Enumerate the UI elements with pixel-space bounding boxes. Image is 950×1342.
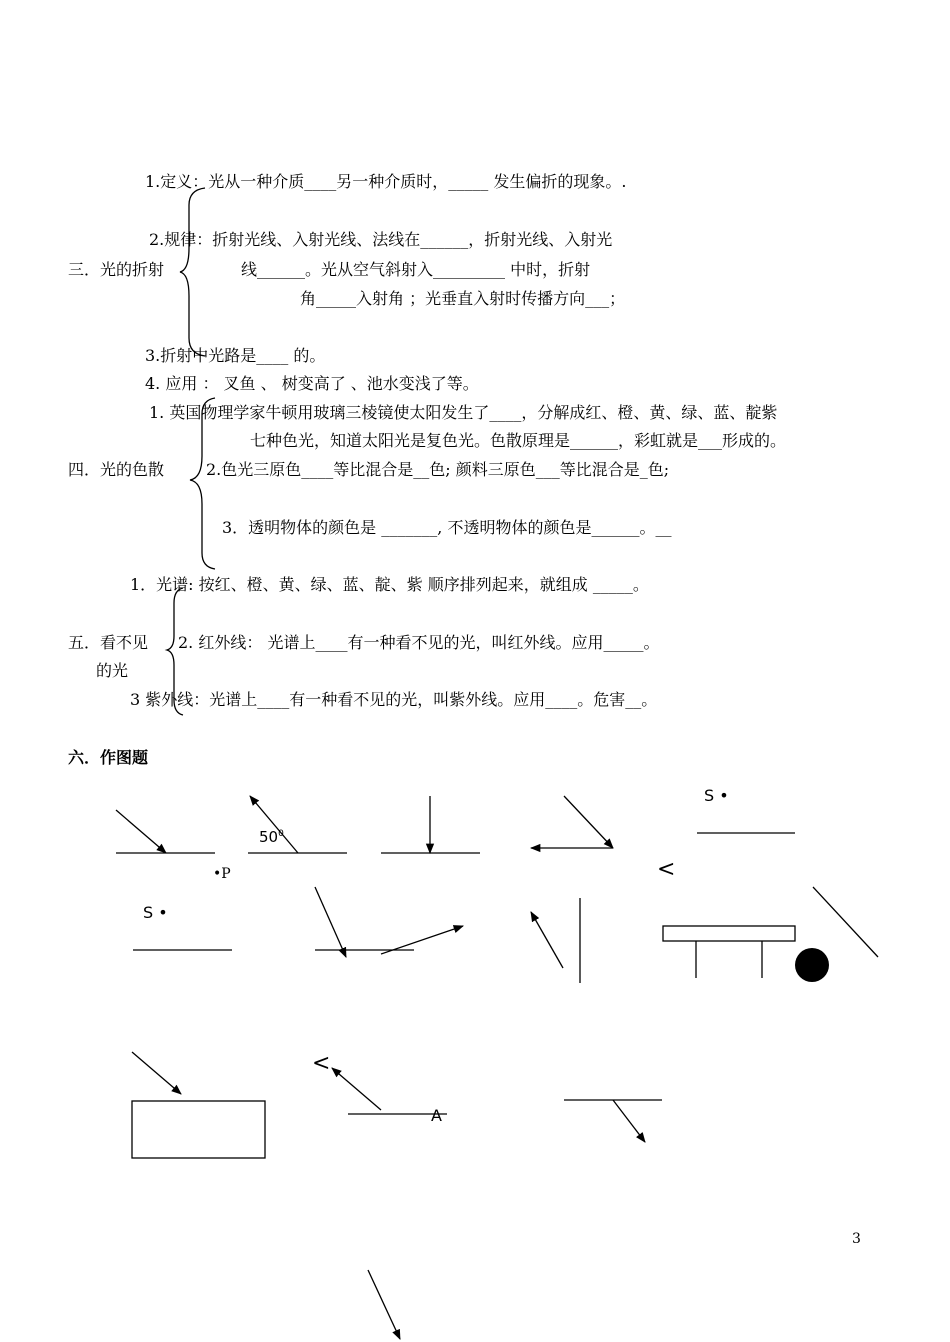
refraction-path: 3.折射中光路是____ 的。: [145, 346, 326, 365]
refracted-ray: [381, 926, 463, 954]
glass-block: [132, 1101, 265, 1158]
dispersion-object-color: 3．透明物体的颜色是 _______, 不透明物体的颜色是______。__: [222, 518, 672, 537]
brace-section-5: [167, 588, 183, 715]
incident-ray: [564, 796, 613, 848]
brace-section-3: [180, 188, 205, 356]
dispersion-line1b: 七种色光，知道太阳光是复色光。色散原理是______，彩虹就是___形成的。: [250, 431, 787, 450]
point-s-label: S •: [143, 903, 168, 922]
dispersion-primary-colors: 2.色光三原色____等比混合是__色; 颜料三原色___等比混合是_色;: [206, 460, 670, 479]
point-s-label: S •: [704, 786, 729, 805]
diagonal-line: [813, 887, 878, 957]
reflected-ray: [332, 1068, 381, 1110]
dispersion-line1a: 1. 英国物理学家牛顿用玻璃三棱镜使太阳发生了____，分解成红、橙、黄、绿、蓝、靛紫: [149, 403, 778, 422]
section-3-title: 三．光的折射: [68, 260, 165, 279]
ray: [531, 912, 563, 968]
brace-section-4: [190, 398, 215, 569]
refraction-law-line1: 2.规律：折射光线、入射光线、法线在______，折射光线、入射光: [149, 230, 613, 249]
section-6-title: 六．作图题: [68, 748, 149, 767]
section-5-title: 五．看不见: [68, 633, 149, 652]
refraction-definition: 1.定义：光从一种介质____另一种介质时，_____ 发生偏折的现象。.: [145, 172, 627, 191]
reflected-ray: [250, 796, 298, 853]
table-top: [663, 926, 795, 941]
section-4-title: 四．光的色散: [68, 460, 165, 479]
page-number: 3: [852, 1231, 861, 1247]
ray: [368, 1270, 400, 1339]
refraction-law-line3: 角_____入射角 ；光垂直入射时传播方向___；: [300, 289, 626, 308]
section-5-title-cont: 的光: [96, 661, 129, 680]
incident-ray: [132, 1052, 181, 1094]
spectrum-line: 1．光谱: 按红、橙、黄、绿、蓝、靛、紫 顺序排列起来，就组成 _____。: [130, 575, 649, 594]
refraction-law-line2: 线______。光从空气斜射入_________ 中时，折射: [241, 260, 591, 279]
point-a-label: A: [431, 1106, 442, 1125]
angle-symbol: <: [657, 857, 676, 882]
incident-ray: [315, 887, 346, 957]
angle-symbol: <: [312, 1051, 331, 1076]
refracted-ray: [613, 1100, 645, 1142]
incident-ray: [116, 810, 166, 853]
refraction-application: 4. 应用 ： 叉鱼 、 树变高了 、池水变浅了等。: [145, 374, 479, 393]
ultraviolet-line: 3 紫外线：光谱上____有一种看不见的光，叫紫外线。应用____。危害__。: [130, 690, 658, 709]
ball: [795, 948, 829, 982]
point-p-label: •P: [213, 866, 231, 882]
infrared-line: 2. 红外线： 光谱上____有一种看不见的光，叫红外线。应用_____。: [178, 633, 660, 652]
angle-label: $50^0$: [259, 828, 284, 846]
